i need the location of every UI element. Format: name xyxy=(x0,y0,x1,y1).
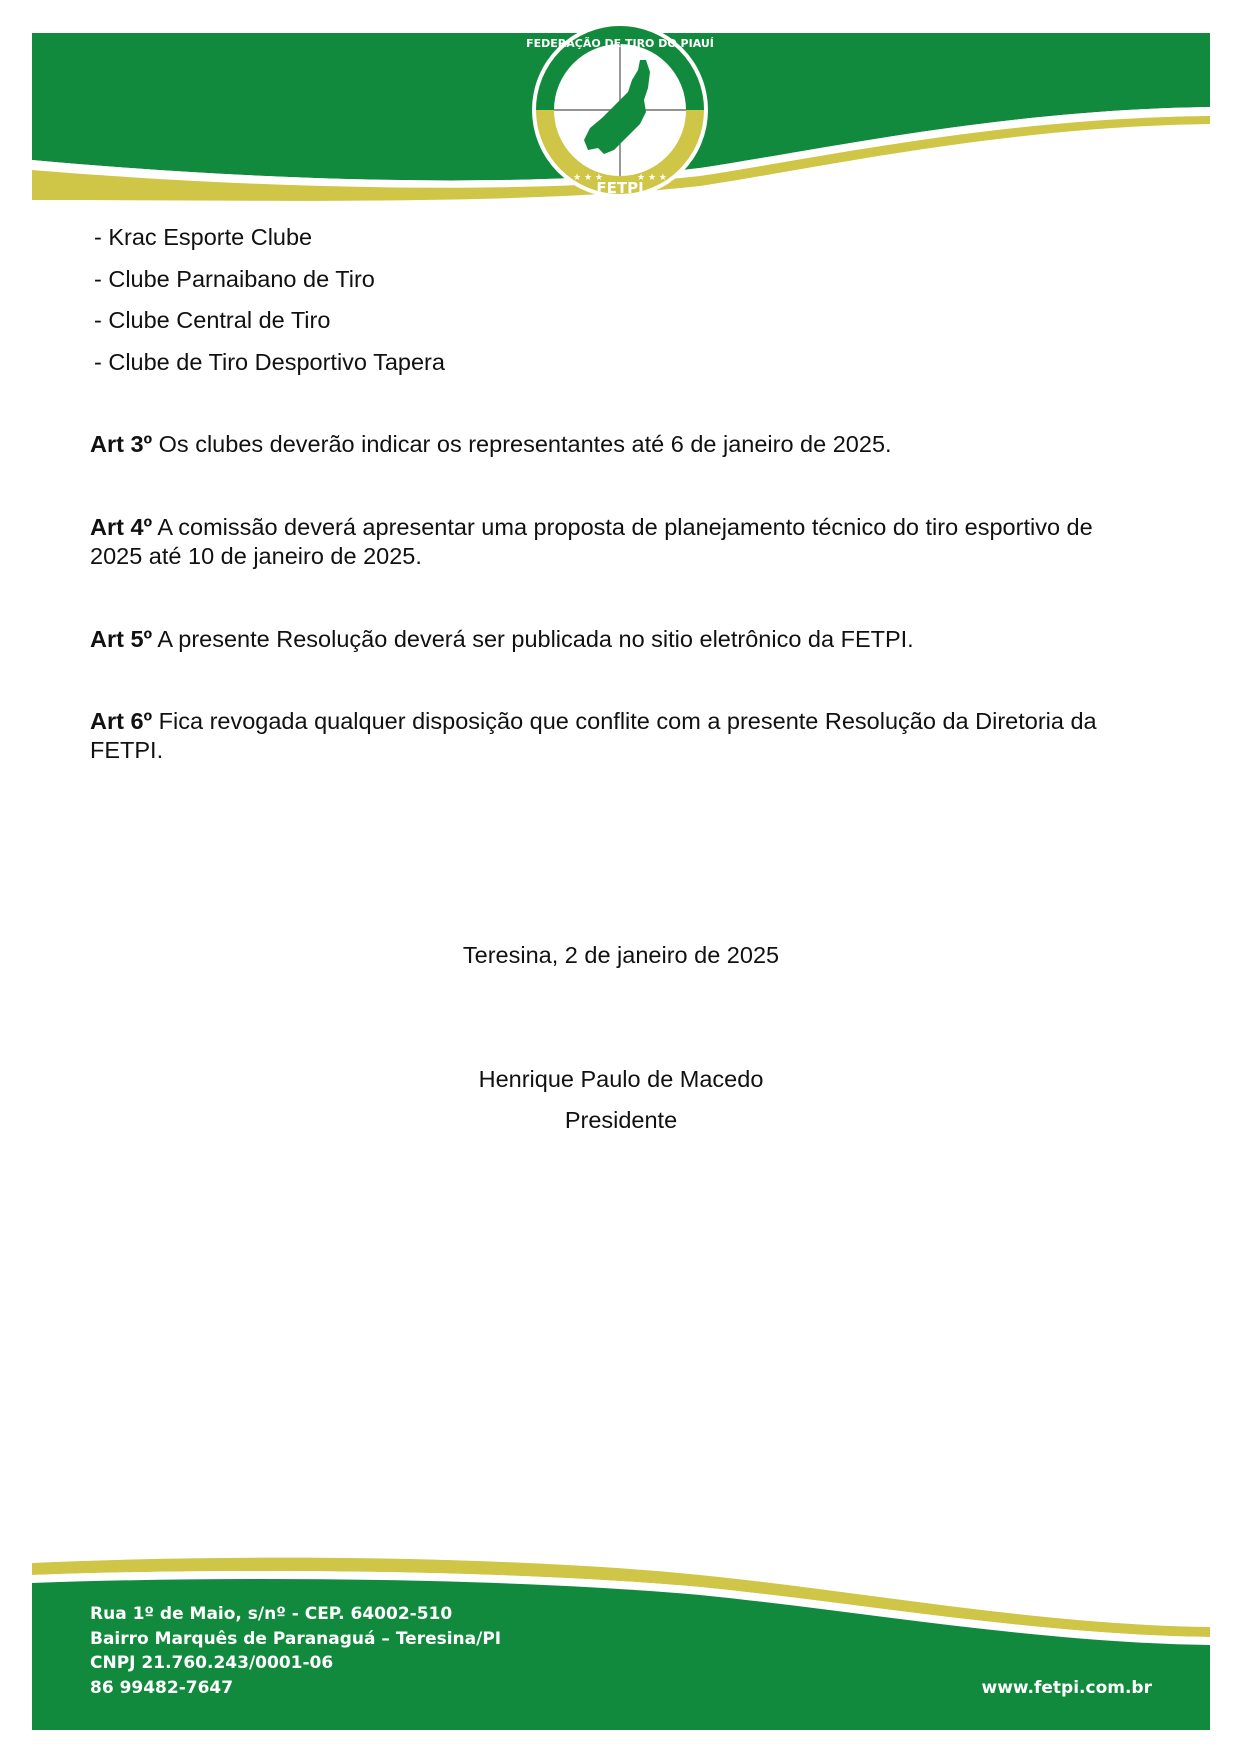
club-list xyxy=(94,222,445,388)
list-item: - Clube de Tiro Desportivo Tapera xyxy=(94,348,445,375)
footer-address-line1: Rua 1º de Maio, s/nº - CEP. 64002-510 xyxy=(90,1604,453,1624)
article-text: Os clubes deverão indicar os representantes até 6 de janeiro de 2025. xyxy=(152,431,892,457)
article-label: Art 6º xyxy=(90,708,153,734)
article-label: Art 5º xyxy=(90,626,153,652)
signatory-title: Presidente xyxy=(564,1107,678,1133)
list-item: - Clube Parnaibano de Tiro xyxy=(94,265,375,292)
list-item: - Clube Central de Tiro xyxy=(94,307,331,333)
list-item: - Krac Esporte Clube xyxy=(94,224,313,250)
header-banner xyxy=(0,0,1242,215)
article-6 xyxy=(90,707,1150,765)
article-text: A presente Resolução deverá ser publicada no sitio eletrônico da FETPI. xyxy=(152,626,914,652)
article-label: Art 3º xyxy=(90,431,153,457)
footer-address-line2: Bairro Marquês de Paranaguá – Teresina/PI xyxy=(90,1628,502,1649)
footer-phone: 86 99482-7647 xyxy=(90,1677,234,1698)
article-4 xyxy=(90,513,1150,571)
seal-stars-right: ★ ★ ★ xyxy=(637,173,667,183)
footer-website[interactable]: www.fetpi.com.br xyxy=(981,1678,1152,1698)
article-text: A comissão deverá apresentar uma proposta de planejamento técnico do tiro esportivo de 2025 até 10 de janeiro de 2025. xyxy=(90,514,1093,569)
article-5 xyxy=(90,625,1150,654)
article-3 xyxy=(90,430,1150,459)
seal-acronym: FETPI xyxy=(596,179,644,197)
footer-contact xyxy=(90,1602,501,1700)
seal-ring-text: FEDERAÇÃO DE TIRO DO PIAUÍ xyxy=(526,37,714,50)
article-label: Art 4º xyxy=(90,514,153,540)
place-date: Teresina, 2 de janeiro de 2025 xyxy=(462,942,780,968)
seal-stars-left: ★ ★ ★ xyxy=(573,173,603,183)
article-text: Fica revogada qualquer disposição que conflite com a presente Resolução da Diretoria da FETPI. xyxy=(90,708,1097,763)
footer-cnpj: CNPJ 21.760.243/0001-06 xyxy=(90,1653,334,1673)
signatory-name: Henrique Paulo de Macedo xyxy=(478,1066,764,1092)
